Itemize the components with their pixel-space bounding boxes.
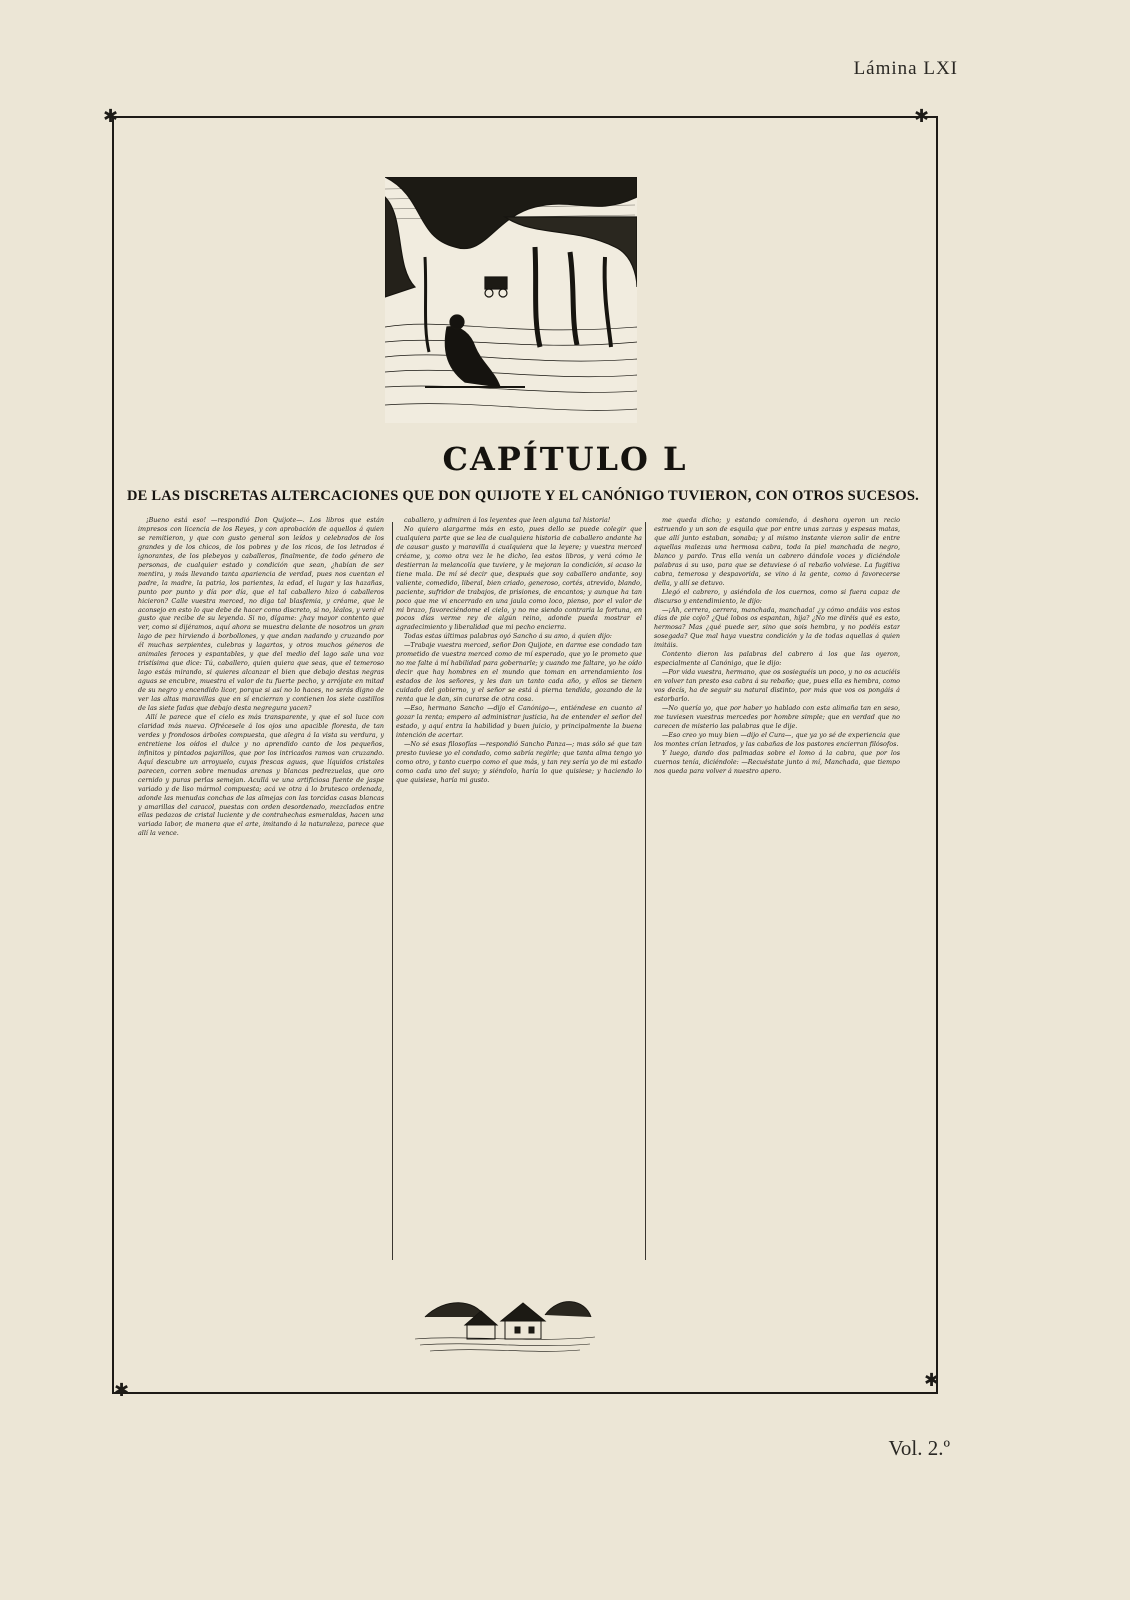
paragraph: me queda dicho; y estando comiendo, á deshora oyeron un recio estruendo y un son de esquila que por entre unas zarzas y espesas matas, que allí junto estaban, sonaba; y al mismo instante vieron salir de entre aquellas malezas una hermosa cabra, toda la piel manchada de negro, blanco y pardo. Tras ella venía un cabrero dándole voces y diciéndole palabras á su uso, para que se detuviese ó al rebaño volviese. La fugitiva cabra, temerosa y despavorida, se vino á la gente, como á favorecerse della, y allí se detuvo.	[654, 516, 900, 587]
paragraph: —Eso, hermano Sancho —dijo el Canónigo—, entiéndese en cuanto al gozar la renta; empero al administrar justicia, ha de entender el señor del estado, y aquí entra la habilidad y buen juicio, y principalmente la buena intención de acertar.	[396, 704, 642, 739]
paragraph: No quiero alargarme más en esto, pues dello se puede colegir que cualquiera parte que se lea de cualquiera historia de caballero andante ha de causar gusto y maravilla á cualquiera que la leyere; y vuestra merced créame, y, como otra vez le he dicho, lea estos libros, y verá cómo le destierran la melancolía que tuviere, y le mejoran la condición, si acaso la tiene mala. De mí sé decir que, después que soy caballero andante, soy valiente, comedido, liberal, bien criado, generoso, cortés, atrevido, blando, paciente, sufridor de trabajos, de prisiones, de encantos; y aunque ha tan poco que me vi encerrado en una jaula como loco, pienso, por el valor de mi brazo, favoreciéndome el cielo, y no me siendo contraria la fortuna, en pocos días verme rey de algún reino, adonde pueda mostrar el agradecimiento y liberalidad que mi pecho encierra.	[396, 524, 642, 632]
frame-corner-ornament-icon: ✱	[103, 106, 119, 127]
paragraph: —Eso creo yo muy bien —dijo el Cura—, que ya yo sé de experiencia que los montes crían letrados, y las cabañas de los pastores encierran filósofos.	[654, 730, 900, 748]
text-columns	[138, 516, 900, 1264]
paragraph: caballero, y admiren á los leyentes que leen alguna tal historia!	[404, 516, 611, 524]
paragraph: —Por vida vuestra, hermano, que os sosieguéis un poco, y no os acuciéis en volver tan presto esa cabra á su rebaño; que, pues ella es hembra, como vos decís, ha de seguir su natural distinto, por más que vos os pongáis á estorbarlo.	[654, 668, 900, 704]
paragraph: Todas estas últimas palabras oyó Sancho á su amo, á quien dijo:	[404, 632, 612, 641]
paragraph: —No sé esas filosofías —respondió Sancho Panza—; mas sólo sé que tan presto tuviese yo el condado, como sabría regirle; que tanta alma tengo yo como otro, y tanto cuerpo como el que más, y tan rey sería yo de mi estado como cada uno del suyo; y siéndolo, haría lo que quisiese; y haciendo lo que quisiese, haría mi gusto.	[396, 739, 642, 784]
text-column-3	[654, 516, 900, 1264]
paragraph: —¡Ah, cerrera, cerrera, manchada, manchada! ¿y cómo andáis vos estos días de pie cojo? ¿Qué lobos os espantan, hija? ¿No me diréis qué es esto, hermosa? Mas ¿qué puede ser, sino que sois hembra, y no podéis estar sosegada? Que mal haya vuestra condición y la de todas aquellas á quien imitáis.	[654, 605, 900, 650]
frame-corner-ornament-icon: ✱	[914, 106, 930, 127]
paragraph: Contento dieron las palabras del cabrero á los que las oyeron, especialmente al Canónigo, que le dijo:	[654, 650, 900, 668]
volume-label: Vol. 2.º	[888, 1436, 950, 1460]
village-vignette-icon	[415, 1277, 595, 1355]
frame-corner-ornament-icon: ✱	[114, 1380, 130, 1401]
paragraph: Y luego, dando dos palmadas sobre el lomo á la cabra, que por los cuernos tenía, diciéndole: —Recuéstate junto á mí, Manchada, que tiempo nos queda para volver á nuestro apero.	[654, 748, 900, 775]
paragraph: Llegó el cabrero, y asiéndola de los cuernos, como si fuera capaz de discurso y entendimiento, le dijo:	[654, 587, 900, 605]
text-column-2	[396, 516, 642, 1264]
chapter-title: CAPÍTULO L	[442, 440, 688, 478]
paragraph: —Trabaje vuestra merced, señor Don Quijote, en darme ese condado tan prometido de vuestra merced como de mí esperado, que yo le prometo que no me falte á mí habilidad para gobernarle; y cuando me faltare, yo he oído decir que hay hombres en el mundo que toman en arrendamiento los estados de los señores, y les dan un tanto cada año, y ellos se tienen cuidado del gobierno, y el señor se está á pierna tendida, gozando de la renta que le dan, sin curarse de otra cosa.	[396, 641, 642, 704]
column-divider	[392, 522, 393, 1260]
chapter-subtitle: DE LAS DISCRETAS ALTERCACIONES QUE DON QUIJOTE Y EL CANÓNIGO TUVIERON, CON OTROS SUCESOS.	[127, 488, 919, 504]
column-divider	[645, 522, 646, 1260]
frame-corner-ornament-icon: ✱	[924, 1370, 940, 1391]
paragraph: —No quería yo, que por haber yo hablado con esta alimaña tan en seso, me tuviesen vuestras mercedes por hombre simple; que en verdad que no carecen de misterio las palabras que le dije.	[654, 704, 900, 730]
text-column-1	[138, 516, 384, 1264]
landscape-engraving-icon	[385, 177, 637, 423]
paragraph: Allí le parece que el cielo es más transparente, y que el sol luce con claridad más nueva. Ofrécesele á los ojos una apacible floresta, de tan verdes y frondosos árboles compuesta, que alegra á la vista su verdura, y entretiene los oídos el dulce y no aprendido canto de los pequeños, infinitos y pintados pajarillos, que por los intricados ramos van cruzando. Aquí descubre un arroyuelo, cuyas frescas aguas, que líquidos cristales parecen, corren sobre menudas arenas y blancas pedrezuelas, que oro cernido y puras perlas semejan. Acullá ve una artificiosa fuente de jaspe variado y de liso mármol compuesta; acá ve otra á lo brutesco ordenada, adonde las menudas conchas de las almejas con las torcidas casas blancas y amarillas del caracol, puestas con orden desordenado, mezclados entre ellas pedazos de cristal luciente y de contrahechas esmeraldas, hacen una variada labor, de manera que el arte, imitando á la naturaleza, parece que allí la vence.	[138, 712, 384, 838]
plate-label: Lámina LXI	[853, 58, 958, 79]
paragraph: ¡Bueno está eso! —respondió Don Quijote—. Los libros que están impresos con licencia de los Reyes, y con aprobación de aquellos á quien se remitieron, y que con gusto general son leídos y celebrados de los grandes y de los chicos, de los pobres y de los ricos, de los letrados é ignorantes, de los plebeyos y caballeros, finalmente, de todo género de personas, de cualquier estado y condición que sean, ¿habían de ser mentira, y más llevando tanta apariencia de verdad, pues nos cuentan el padre, la madre, la patria, los parientes, la edad, el lugar y las hazañas, punto por punto y día por día, que el tal caballero hizo ó caballeros hicieron? Calle vuestra merced, no diga tal blasfemia, y créame, que le aconsejo en esto lo que debe de hacer como discreto, si no, léalos, y verá el gusto que recibe de su leyenda. Si no, dígame: ¿hay mayor contento que ver, como si dijéramos, aquí ahora se muestra delante de nosotros un gran lago de pez hirviendo á borbollones, y que andan nadando y cruzando por él muchas serpientes, culebras y lagartos, y otros muchos géneros de animales feroces y espantables, y que del medio del lago sale una voz tristísima que dice: Tú, caballero, quien quiera que seas, que el temeroso lago estás mirando, si quieres alcanzar el bien que debajo destas negras aguas se encubre, muestra el valor de tu fuerte pecho, y arrójate en mitad de su negro y encendido licor, porque si así no lo haces, no serás digno de ver las altas maravillas que en sí encierran y contienen los siete castillos de las siete fadas que debajo desta negregura yacen?	[138, 516, 384, 713]
